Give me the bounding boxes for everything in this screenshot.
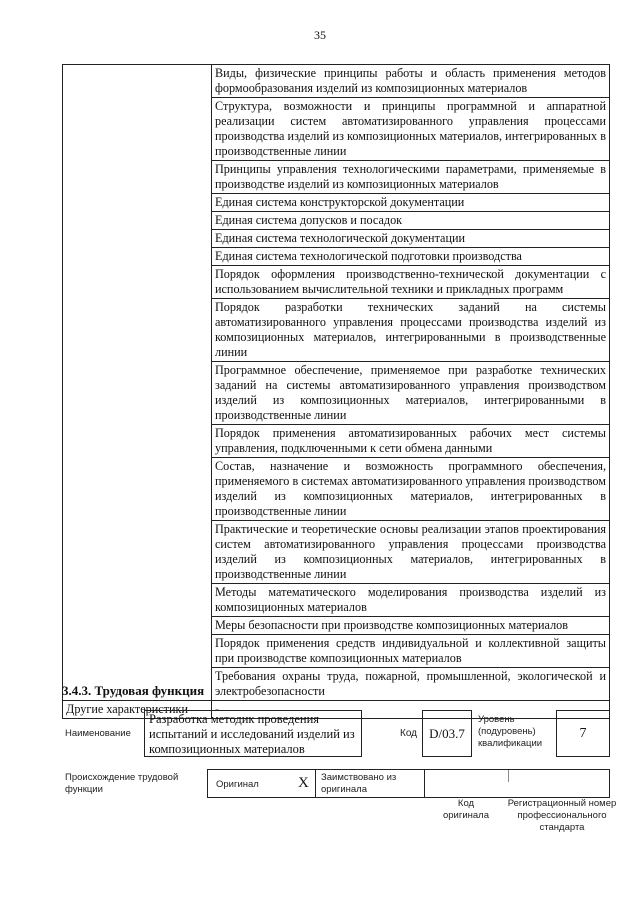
requirement-text: Порядок применения средств индивидуальной и коллективной защиты при производстве композиционных материалов — [212, 635, 610, 668]
other-characteristics-value: - — [212, 701, 610, 719]
requirement-text: Виды, физические принципы работы и область применения методов формообразования изделий из композиционных материалов — [212, 65, 610, 98]
other-characteristics-label: Другие характеристики — [63, 701, 212, 719]
requirement-text: Программное обеспечение, применяемое при разработке технических заданий на системы автоматизированного управления производством изделий из композиционных материалов, интегрированными в производственные линии — [212, 362, 610, 425]
borrowed-label: Заимствовано из оригинала — [321, 772, 397, 795]
requirement-text: Порядок оформления производственно-технической документации с использованием вычислительной техники и прикладных программ — [212, 266, 610, 299]
origin-label: Происхождение трудовой функции — [65, 772, 179, 795]
table-row — [63, 65, 610, 98]
page-number: 35 — [314, 28, 326, 42]
origin-divider-2 — [424, 770, 425, 797]
requirement-text: Структура, возможности и принципы программной и аппаратной реализации систем автоматизированного управления процессами производства изделий из композиционных материалов, интегрированных в производственные линии — [212, 98, 610, 161]
section-heading: 3.4.3. Трудовая функция — [62, 683, 205, 698]
requirement-text: Единая система допусков и посадок — [212, 212, 610, 230]
function-code-box: D/03.7 — [422, 710, 472, 757]
requirement-text: Единая система конструкторской документации — [212, 194, 610, 212]
origin-tick — [508, 770, 509, 782]
code-original-label: Код оригинала — [442, 798, 489, 821]
row-label-empty — [63, 65, 212, 701]
requirement-text: Порядок разработки технических заданий на системы автоматизированного управления процессами производства изделий из композиционных материалов, интегрированными в производственные линии — [212, 299, 610, 362]
original-mark: X — [298, 775, 309, 791]
qualification-level-label: Уровень (подуровень) квалификации — [478, 714, 543, 749]
qualification-level-box: 7 — [556, 710, 610, 757]
requirement-text: Меры безопасности при производстве композиционных материалов — [212, 617, 610, 635]
requirement-text: Методы математического моделирования производства изделий из композиционных материалов — [212, 584, 610, 617]
code-label: Код — [400, 728, 418, 739]
requirement-text: Требования охраны труда, пожарной, промышленной, экологической и электробезопасности — [212, 668, 610, 701]
requirement-text: Единая система технологической подготовки производства — [212, 248, 610, 266]
origin-row — [207, 769, 610, 798]
requirement-text: Порядок применения автоматизированных рабочих мест системы управления, подключенными к сети обмена данными — [212, 425, 610, 458]
requirement-text: Принципы управления технологическими параметрами, применяемые в производстве изделий из композиционных материалов — [212, 161, 610, 194]
origin-divider-1 — [315, 770, 316, 797]
original-label: Оригинал — [216, 779, 259, 790]
function-name-box: Разработка методик проведения испытаний и исследований изделий из композиционных материалов — [144, 710, 362, 757]
registration-number-label: Регистрационный номер профессионального стандарта — [507, 798, 617, 833]
requirement-text: Состав, назначение и возможность программного обеспечения, применяемого в системах автоматизированного управления производством изделий из композиционных материалов, интегрированных в производственные линии — [212, 458, 610, 521]
requirements-table — [62, 64, 610, 719]
name-label: Наименование — [65, 728, 131, 739]
requirement-text: Единая система технологической документации — [212, 230, 610, 248]
requirement-text: Практические и теоретические основы реализации этапов проектирования систем автоматизированного управления процессами производства изделий из композиционных материалов, интегрированных в производственные линии — [212, 521, 610, 584]
